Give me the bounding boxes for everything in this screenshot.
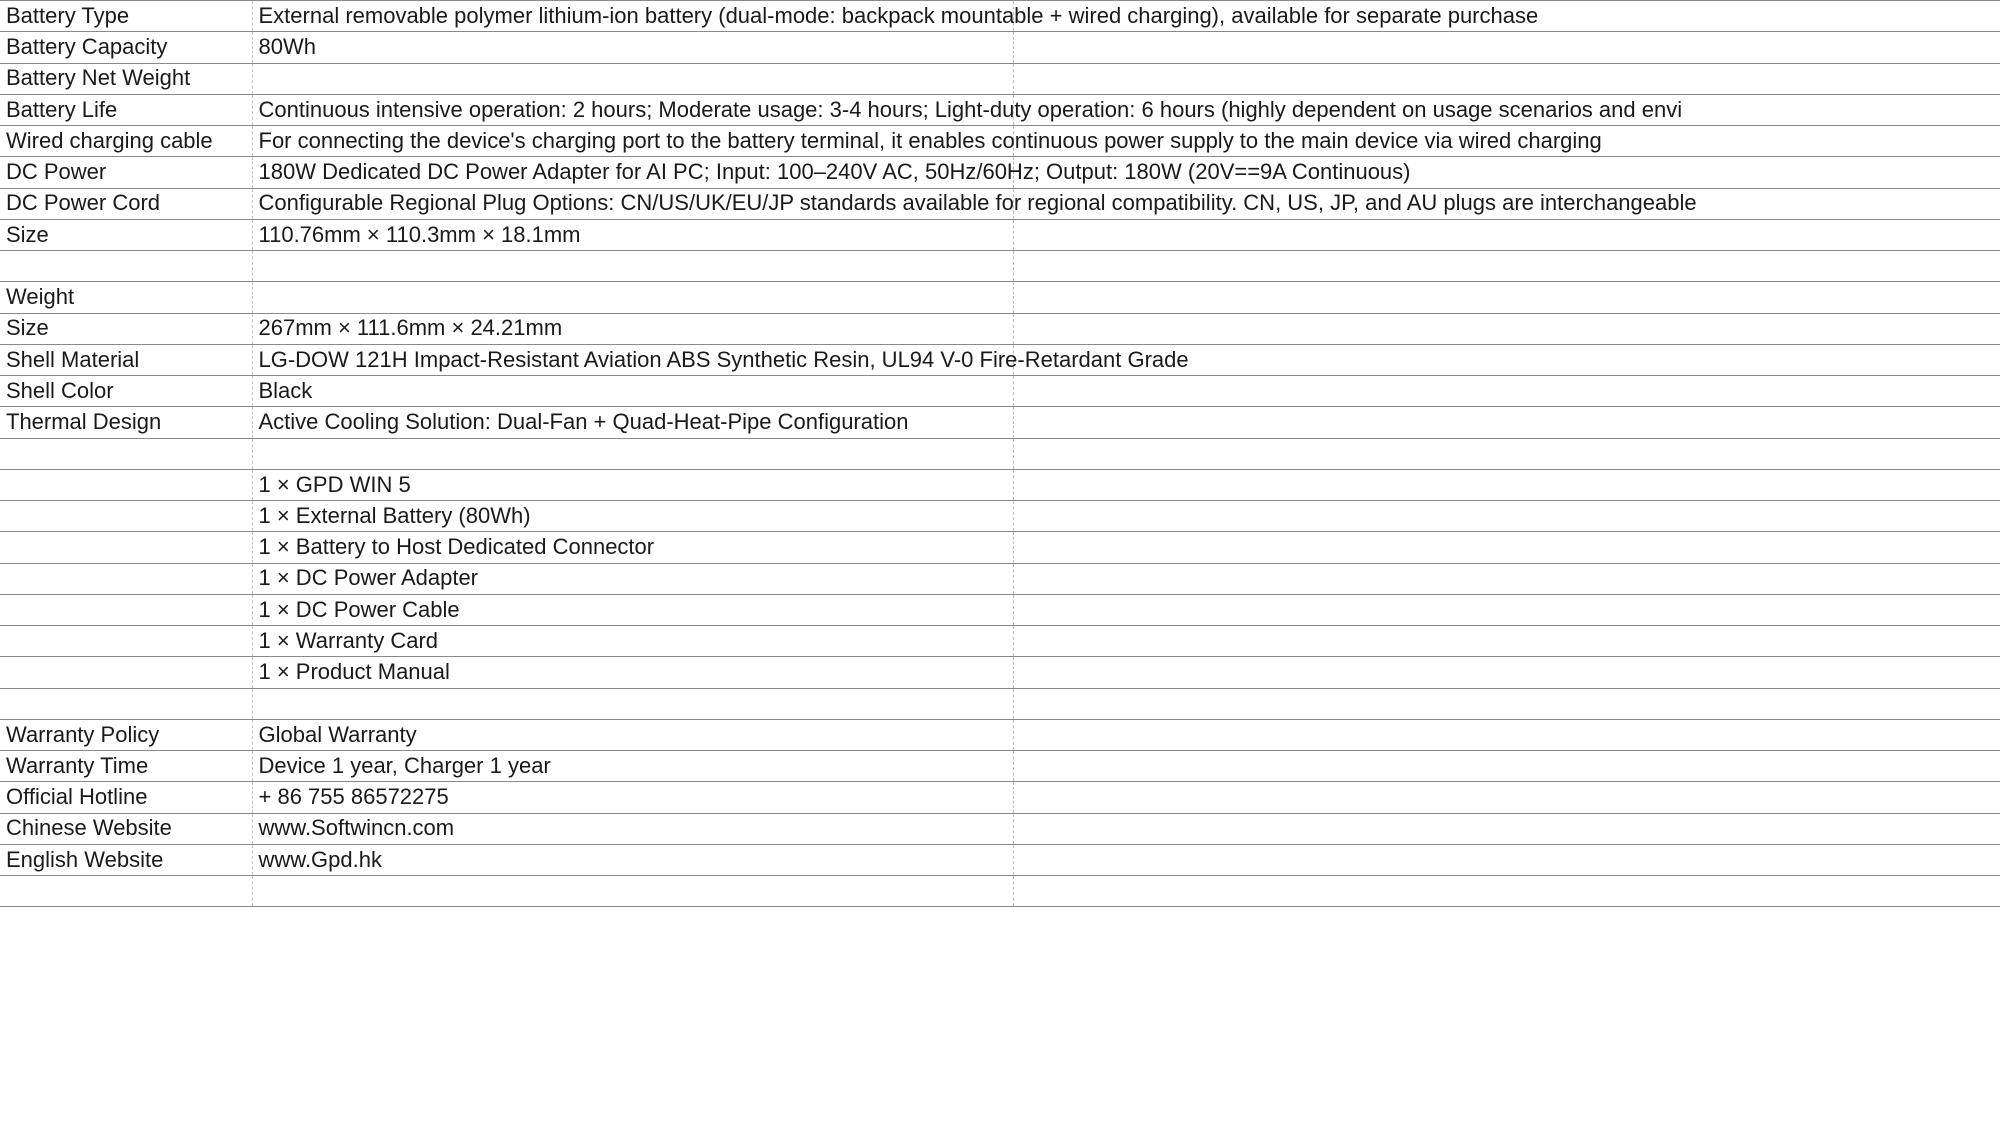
row-label-cell	[0, 313, 252, 344]
row-label-cell	[0, 32, 252, 63]
row-value: 1 × Product Manual	[258, 659, 450, 685]
table-row	[0, 219, 2000, 250]
row-label: Size	[6, 315, 49, 341]
row-label: Weight	[6, 284, 75, 310]
row-value-cell	[252, 251, 1013, 282]
row-label: Shell Color	[6, 377, 114, 403]
row-label: Shell Material	[6, 346, 140, 372]
row-label: Battery Capacity	[6, 34, 168, 60]
row-label: Warranty Policy	[6, 721, 160, 747]
table-row	[0, 719, 2000, 750]
row-value-cell	[252, 438, 1013, 469]
row-value-cell	[252, 626, 1013, 657]
row-label: DC Power Cord	[6, 190, 161, 216]
row-overflow-cell	[1013, 594, 2000, 625]
row-value: LG-DOW 121H Impact-Resistant Aviation ABS Synthetic Resin, UL94 V-0 Fire-Retardant Grade	[258, 346, 1189, 372]
row-overflow-cell	[1013, 626, 2000, 657]
row-value-cell	[252, 32, 1013, 63]
row-label-cell	[0, 282, 252, 313]
row-value: 267mm × 111.6mm × 24.21mm	[258, 315, 563, 341]
table-row	[0, 188, 2000, 219]
row-value-cell	[252, 751, 1013, 782]
row-value: 110.76mm × 110.3mm × 18.1mm	[258, 221, 581, 247]
row-label-cell	[0, 188, 252, 219]
row-label-cell	[0, 438, 252, 469]
row-label-cell	[0, 532, 252, 563]
row-overflow-cell	[1013, 751, 2000, 782]
row-value: 1 × External Battery (80Wh)	[258, 502, 531, 528]
table-row	[0, 1, 2000, 32]
row-label-cell	[0, 626, 252, 657]
row-overflow-cell	[1013, 688, 2000, 719]
row-overflow-cell	[1013, 407, 2000, 438]
row-value-cell	[252, 376, 1013, 407]
row-overflow-cell	[1013, 313, 2000, 344]
row-value: Active Cooling Solution: Dual-Fan + Quad-Heat-Pipe Configuration	[258, 409, 909, 435]
row-value: www.Gpd.hk	[258, 846, 382, 872]
row-label-cell	[0, 657, 252, 688]
row-label-cell	[0, 157, 252, 188]
table-row	[0, 94, 2000, 125]
row-value-cell	[252, 719, 1013, 750]
row-value-cell	[252, 344, 1189, 375]
row-value: 180W Dedicated DC Power Adapter for AI PC; Input: 100–240V AC, 50Hz/60Hz; Output: 180W (20V==9A Continuous)	[258, 159, 1411, 185]
table-row	[0, 469, 2000, 500]
row-label-cell	[0, 719, 252, 750]
row-value-cell	[252, 688, 1013, 719]
row-value: 1 × Warranty Card	[258, 627, 439, 653]
row-label-cell	[0, 751, 252, 782]
row-value-cell	[252, 532, 1013, 563]
row-label: Official Hotline	[6, 784, 148, 810]
table-row	[0, 126, 2000, 157]
table-row	[0, 63, 2000, 94]
row-value-cell	[252, 813, 1013, 844]
row-label-cell	[0, 63, 252, 94]
row-value-cell	[252, 657, 1013, 688]
row-label-cell	[0, 594, 252, 625]
table-row	[0, 313, 2000, 344]
table-row	[0, 563, 2000, 594]
row-overflow-cell	[1013, 813, 2000, 844]
row-overflow-cell	[1013, 782, 2000, 813]
row-label: Thermal Design	[6, 409, 162, 435]
row-value: 1 × Battery to Host Dedicated Connector	[258, 534, 655, 560]
table-row	[0, 407, 2000, 438]
row-label-cell	[0, 844, 252, 875]
row-label-cell	[0, 813, 252, 844]
table-row	[0, 251, 2000, 282]
row-label-cell	[0, 407, 252, 438]
row-label: Wired charging cable	[6, 127, 213, 153]
row-overflow-cell	[1013, 376, 2000, 407]
row-label-cell	[0, 469, 252, 500]
row-value: 1 × DC Power Cable	[258, 596, 460, 622]
row-value: www.Softwincn.com	[258, 815, 455, 841]
row-value-cell	[252, 126, 1602, 157]
row-overflow-cell	[1013, 219, 2000, 250]
row-overflow-cell	[1013, 32, 2000, 63]
row-label: Size	[6, 221, 49, 247]
row-overflow-cell	[1013, 251, 2000, 282]
table-row	[0, 438, 2000, 469]
row-label: Warranty Time	[6, 752, 149, 778]
row-value-cell	[252, 188, 1697, 219]
table-row	[0, 688, 2000, 719]
row-label-cell	[0, 94, 252, 125]
row-value-cell	[252, 563, 1013, 594]
row-overflow-cell	[1013, 657, 2000, 688]
row-label-cell	[0, 782, 252, 813]
row-value: + 86 755 86572275	[258, 784, 449, 810]
row-label: English Website	[6, 846, 164, 872]
row-value: Continuous intensive operation: 2 hours; Moderate usage: 3-4 hours; Light-duty operation: 6 hours (highly dependent on usage scenarios and envi	[258, 96, 1683, 122]
row-label-cell	[0, 876, 252, 907]
row-value-cell	[252, 94, 1683, 125]
row-label: Chinese Website	[6, 815, 172, 841]
row-value: 80Wh	[258, 34, 316, 60]
table-row	[0, 282, 2000, 313]
row-label: Battery Type	[6, 2, 130, 28]
row-value-cell	[252, 1, 1539, 32]
row-value: 1 × GPD WIN 5	[258, 471, 411, 497]
table-row	[0, 376, 2000, 407]
row-value-cell	[252, 157, 1411, 188]
row-label-cell	[0, 376, 252, 407]
row-overflow-cell	[1013, 532, 2000, 563]
row-label-cell	[0, 344, 252, 375]
table-row	[0, 844, 2000, 875]
table-row	[0, 344, 2000, 375]
row-value-cell	[252, 594, 1013, 625]
table-row	[0, 501, 2000, 532]
row-value-cell	[252, 407, 1013, 438]
row-value-cell	[252, 313, 1013, 344]
table-row	[0, 157, 2000, 188]
row-label: DC Power	[6, 159, 107, 185]
row-value: Device 1 year, Charger 1 year	[258, 752, 551, 778]
row-overflow-cell	[1013, 844, 2000, 875]
row-value: Configurable Regional Plug Options: CN/US/UK/EU/JP standards available for regional compatibility. CN, US, JP, and AU plugs are interchangeable	[258, 190, 1697, 216]
row-overflow-cell	[1013, 563, 2000, 594]
row-overflow-cell	[1013, 876, 2000, 907]
row-value: For connecting the device's charging port to the battery terminal, it enables continuous power supply to the main device via wired charging	[258, 127, 1602, 153]
table-row	[0, 657, 2000, 688]
table-row	[0, 813, 2000, 844]
row-value-cell	[252, 782, 1013, 813]
row-label-cell	[0, 126, 252, 157]
row-label-cell	[0, 688, 252, 719]
specification-table-body	[0, 1, 2000, 907]
row-value: Black	[258, 377, 313, 403]
table-row	[0, 594, 2000, 625]
table-row	[0, 532, 2000, 563]
row-label-cell	[0, 219, 252, 250]
row-value: External removable polymer lithium-ion battery (dual-mode: backpack mountable + wired charging), available for separate purchase	[258, 2, 1539, 28]
row-value-cell	[252, 876, 1013, 907]
row-overflow-cell	[1013, 63, 2000, 94]
row-value-cell	[252, 844, 1013, 875]
table-row	[0, 782, 2000, 813]
row-overflow-cell	[1013, 438, 2000, 469]
table-row	[0, 32, 2000, 63]
table-row	[0, 626, 2000, 657]
row-label: Battery Life	[6, 96, 118, 122]
row-label-cell	[0, 563, 252, 594]
row-overflow-cell	[1013, 469, 2000, 500]
row-value-cell	[252, 282, 1013, 313]
row-label-cell	[0, 501, 252, 532]
row-value: 1 × DC Power Adapter	[258, 565, 479, 591]
row-overflow-cell	[1013, 282, 2000, 313]
row-value-cell	[252, 63, 1013, 94]
row-label-cell	[0, 251, 252, 282]
row-value-cell	[252, 469, 1013, 500]
row-label: Battery Net Weight	[6, 65, 191, 91]
row-label-cell	[0, 1, 252, 32]
row-overflow-cell	[1013, 501, 2000, 532]
table-row	[0, 751, 2000, 782]
row-value-cell	[252, 219, 1013, 250]
row-value: Global Warranty	[258, 721, 417, 747]
row-overflow-cell	[1013, 719, 2000, 750]
row-value-cell	[252, 501, 1013, 532]
table-row	[0, 876, 2000, 907]
